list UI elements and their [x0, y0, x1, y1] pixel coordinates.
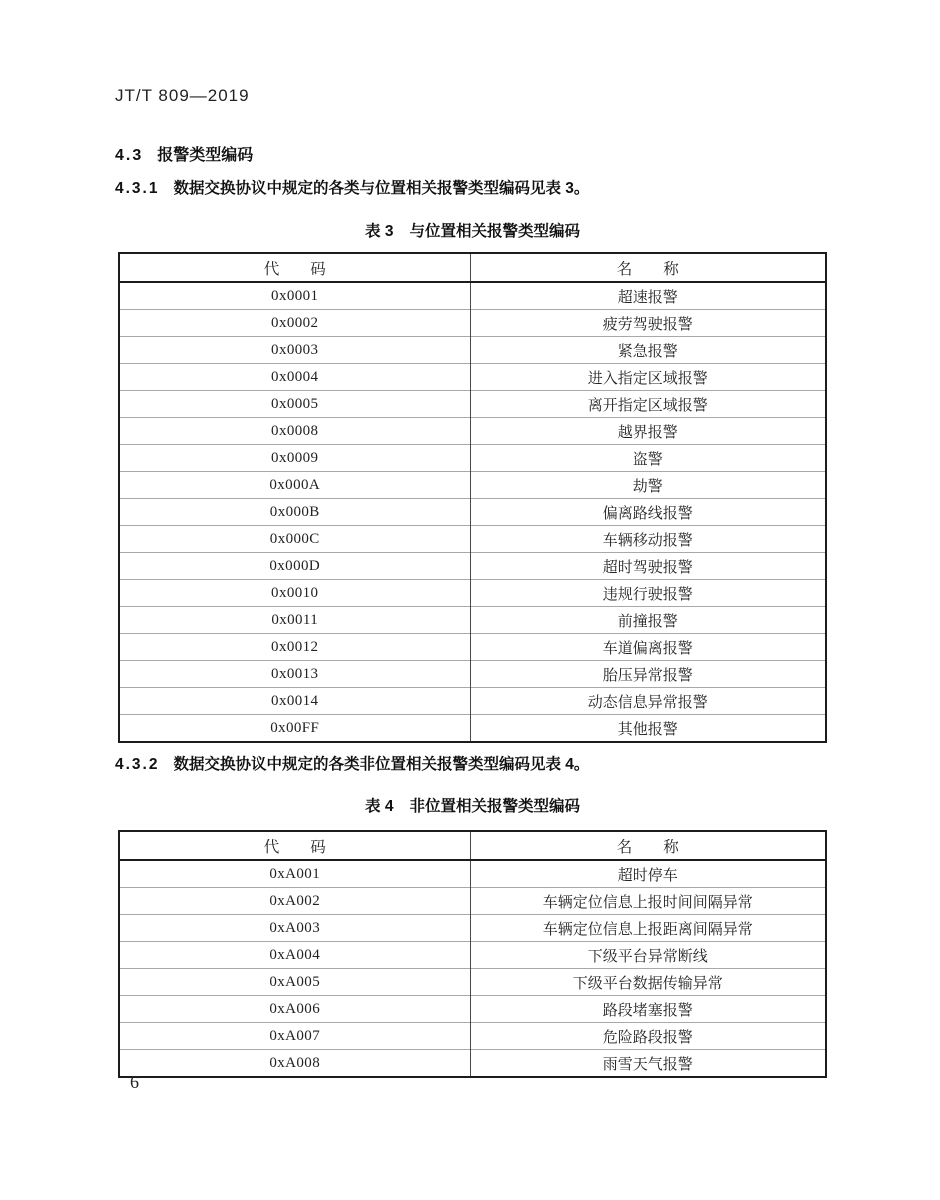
table4-caption [118, 794, 827, 816]
clause-4-3-2 [115, 752, 827, 774]
table-row [119, 499, 826, 526]
table-row [119, 860, 826, 888]
section-heading-4-3 [115, 142, 253, 165]
alarm-name-cell: 雨雪天气报警 [470, 1050, 826, 1078]
alarm-name-cell: 偏离路线报警 [470, 499, 826, 526]
alarm-code-cell: 0x0008 [119, 418, 470, 445]
alarm-name-cell: 动态信息异常报警 [470, 688, 826, 715]
alarm-name-cell: 车辆定位信息上报距离间隔异常 [470, 915, 826, 942]
alarm-code-cell: 0x000D [119, 553, 470, 580]
table-row [119, 969, 826, 996]
alarm-code-cell: 0x0010 [119, 580, 470, 607]
alarm-code-cell: 0xA005 [119, 969, 470, 996]
table-row [119, 282, 826, 310]
table-row [119, 634, 826, 661]
alarm-name-cell: 其他报警 [470, 715, 826, 743]
table-row [119, 942, 826, 969]
alarm-name-cell: 车道偏离报警 [470, 634, 826, 661]
clause-number: 4.3.2 [115, 756, 160, 773]
alarm-code-cell: 0xA006 [119, 996, 470, 1023]
alarm-code-cell: 0xA008 [119, 1050, 470, 1078]
alarm-name-cell: 下级平台异常断线 [470, 942, 826, 969]
alarm-code-cell: 0xA002 [119, 888, 470, 915]
alarm-name-cell: 车辆定位信息上报时间间隔异常 [470, 888, 826, 915]
table-row [119, 1050, 826, 1078]
table3-col-header-code: 代 码 [119, 253, 470, 282]
clause-number: 4.3.1 [115, 180, 160, 197]
alarm-name-cell: 违规行驶报警 [470, 580, 826, 607]
table-row [119, 364, 826, 391]
alarm-code-cell: 0x0014 [119, 688, 470, 715]
table3-col-header-name: 名 称 [470, 253, 826, 282]
table-row [119, 715, 826, 743]
alarm-code-cell: 0x0013 [119, 661, 470, 688]
table-row [119, 337, 826, 364]
table-row [119, 996, 826, 1023]
table-row [119, 310, 826, 337]
document-code-header: JT/T 809—2019 [115, 86, 250, 105]
table-row [119, 553, 826, 580]
table-row [119, 688, 826, 715]
table-row [119, 661, 826, 688]
alarm-code-cell: 0xA003 [119, 915, 470, 942]
alarm-name-cell: 离开指定区域报警 [470, 391, 826, 418]
table4-header-row [119, 831, 826, 860]
table-row [119, 580, 826, 607]
alarm-code-cell: 0x0002 [119, 310, 470, 337]
alarm-code-cell: 0xA001 [119, 860, 470, 888]
alarm-name-cell: 路段堵塞报警 [470, 996, 826, 1023]
alarm-name-cell: 超时驾驶报警 [470, 553, 826, 580]
alarm-name-cell: 劫警 [470, 472, 826, 499]
table4-caption-label: 表 4 [365, 798, 394, 815]
alarm-name-cell: 超时停车 [470, 860, 826, 888]
alarm-name-cell: 疲劳驾驶报警 [470, 310, 826, 337]
section-number: 4.3 [115, 147, 144, 164]
table-row [119, 1023, 826, 1050]
alarm-code-cell: 0x000B [119, 499, 470, 526]
table3-location-alarm-codes [118, 252, 827, 743]
table-row [119, 526, 826, 553]
table4-col-header-code: 代 码 [119, 831, 470, 860]
table-row [119, 607, 826, 634]
alarm-code-cell: 0x0001 [119, 282, 470, 310]
alarm-code-cell: 0x0003 [119, 337, 470, 364]
alarm-name-cell: 超速报警 [470, 282, 826, 310]
alarm-name-cell: 进入指定区域报警 [470, 364, 826, 391]
table3-header-row [119, 253, 826, 282]
alarm-code-cell: 0x0004 [119, 364, 470, 391]
alarm-name-cell: 下级平台数据传输异常 [470, 969, 826, 996]
section-title: 报警类型编码 [157, 147, 254, 164]
table-row [119, 418, 826, 445]
alarm-code-cell: 0xA004 [119, 942, 470, 969]
table-row [119, 915, 826, 942]
alarm-code-cell: 0x0009 [119, 445, 470, 472]
alarm-code-cell: 0x0005 [119, 391, 470, 418]
alarm-name-cell: 盗警 [470, 445, 826, 472]
table3-caption [118, 219, 827, 241]
table-row [119, 391, 826, 418]
clause-text: 数据交换协议中规定的各类非位置相关报警类型编码见表 4。 [173, 756, 590, 773]
alarm-name-cell: 越界报警 [470, 418, 826, 445]
alarm-code-cell: 0x000A [119, 472, 470, 499]
page-number: 6 [130, 1072, 139, 1092]
alarm-code-cell: 0x0012 [119, 634, 470, 661]
table4-col-header-name: 名 称 [470, 831, 826, 860]
table4-nonlocation-alarm-codes [118, 830, 827, 1078]
table4-caption-title: 非位置相关报警类型编码 [409, 798, 580, 815]
alarm-code-cell: 0x000C [119, 526, 470, 553]
alarm-name-cell: 危险路段报警 [470, 1023, 826, 1050]
alarm-code-cell: 0x0011 [119, 607, 470, 634]
clause-text: 数据交换协议中规定的各类与位置相关报警类型编码见表 3。 [173, 180, 590, 197]
alarm-name-cell: 紧急报警 [470, 337, 826, 364]
clause-4-3-1 [115, 176, 827, 198]
alarm-code-cell: 0xA007 [119, 1023, 470, 1050]
alarm-code-cell: 0x00FF [119, 715, 470, 743]
table-row [119, 888, 826, 915]
alarm-name-cell: 前撞报警 [470, 607, 826, 634]
table-row [119, 445, 826, 472]
table-row [119, 472, 826, 499]
table3-caption-title: 与位置相关报警类型编码 [409, 223, 580, 240]
table3-caption-label: 表 3 [365, 223, 394, 240]
alarm-name-cell: 车辆移动报警 [470, 526, 826, 553]
alarm-name-cell: 胎压异常报警 [470, 661, 826, 688]
